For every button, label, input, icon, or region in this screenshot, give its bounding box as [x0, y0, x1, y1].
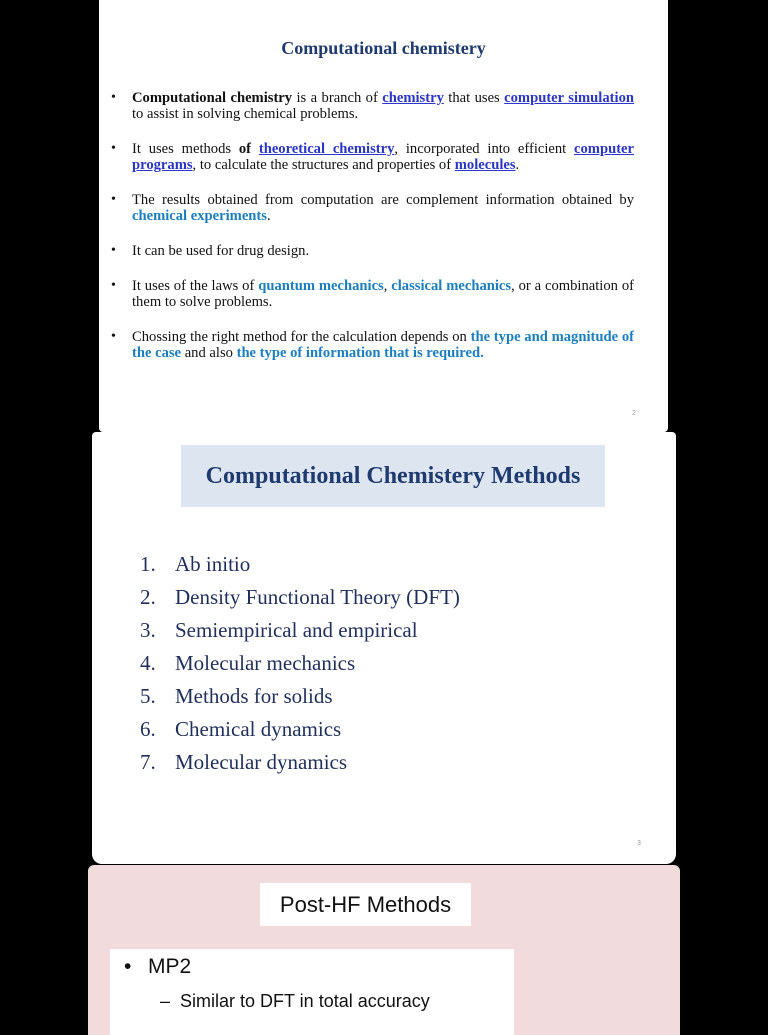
mp2-label: MP2	[148, 955, 192, 978]
bold-term: Computational chemistry	[132, 90, 293, 106]
bullet-text: It can be used for drug design.	[132, 243, 310, 259]
slide1-bullet	[109, 329, 634, 361]
slide3-title-box	[260, 883, 471, 926]
slide1-title: Computational chemistery	[281, 38, 486, 58]
bullet-text: The results obtained from computation are complement information obtained by	[132, 192, 634, 208]
method-label: Molecular mechanics	[175, 651, 356, 675]
highlighted-term: chemical experiments	[132, 208, 267, 224]
bullet-text: that uses	[443, 90, 505, 106]
highlighted-term: classical mechanics	[391, 278, 512, 294]
bullet-dot: •	[124, 955, 132, 978]
slide2-page-number: 3	[637, 840, 641, 847]
bullet-dot: •	[111, 90, 116, 105]
bullet-dot: •	[111, 243, 116, 258]
slide2-title-box	[181, 445, 605, 507]
slide2-title: Computational Chemistery Methods	[205, 462, 581, 489]
bullet-text: and also	[181, 345, 237, 361]
slide-computational-chemistry	[99, 0, 668, 432]
method-label: Ab initio	[175, 552, 251, 576]
highlighted-term: quantum mechanics	[258, 278, 384, 294]
methods-list	[140, 548, 460, 779]
bullet-text: , incorporated into efficient	[394, 141, 575, 157]
mp2-sub-bullet	[160, 991, 430, 1012]
wiki-link[interactable]: chemistry	[382, 90, 444, 106]
bullet-text: , to calculate the structures and properties of	[192, 157, 455, 173]
highlighted-term: the type of information that is required.	[236, 345, 484, 361]
method-label: Semiempirical and empirical	[175, 618, 418, 642]
method-number: 4.	[140, 651, 156, 675]
method-item	[140, 713, 460, 746]
method-item	[140, 548, 460, 581]
method-number: 6.	[140, 717, 156, 741]
bullet-text: It uses methods	[132, 141, 239, 157]
method-number: 2.	[140, 585, 156, 609]
bullet-text: Chossing the right method for the calculation depends on	[132, 329, 471, 345]
bullet-dot: •	[111, 141, 116, 156]
slide1-page-number: 2	[632, 410, 636, 417]
wiki-link[interactable]: molecules	[454, 157, 516, 173]
slide1-bullet	[109, 192, 634, 224]
wiki-link[interactable]: computer programs	[132, 141, 635, 173]
bullet-text: It uses of the laws of	[132, 278, 259, 294]
bullet-text: .	[515, 157, 520, 173]
mp2-bullet	[124, 955, 191, 979]
method-item	[140, 746, 460, 779]
highlighted-term: the type and magnitude of the case	[132, 329, 634, 361]
bullet-text: , or a combination of them to solve problems.	[132, 278, 634, 310]
method-number: 3.	[140, 618, 156, 642]
method-label: Molecular dynamics	[175, 750, 348, 774]
method-label: Density Functional Theory (DFT)	[175, 585, 460, 609]
method-item	[140, 680, 460, 713]
slide1-bullet	[109, 90, 634, 122]
method-label: Methods for solids	[175, 684, 333, 708]
bullet-text: ,	[383, 278, 392, 294]
method-item	[140, 647, 460, 680]
mp2-description: Similar to DFT in total accuracy	[180, 991, 430, 1011]
slide1-bullet	[109, 141, 634, 173]
slide-post-hf-methods	[88, 865, 680, 1035]
sub-bullet-dash: –	[160, 991, 171, 1011]
method-item	[140, 581, 460, 614]
bullet-text: .	[266, 208, 271, 224]
slide3-title: Post-HF Methods	[279, 891, 452, 917]
slide1-bullet-list	[109, 90, 634, 380]
bold-term: of	[238, 141, 252, 157]
slide3-content-box	[110, 949, 514, 1035]
bullet-dot: •	[111, 329, 116, 344]
bullet-dot: •	[111, 278, 116, 293]
method-label: Chemical dynamics	[175, 717, 342, 741]
bullet-text: is a branch of	[292, 90, 383, 106]
method-number: 7.	[140, 750, 156, 774]
method-number: 5.	[140, 684, 156, 708]
wiki-link[interactable]: theoretical chemistry	[258, 141, 395, 157]
slide1-bullet	[109, 243, 634, 259]
bullet-dot: •	[111, 192, 116, 207]
method-number: 1.	[140, 552, 156, 576]
wiki-link[interactable]: computer simulation	[504, 90, 634, 106]
method-item	[140, 614, 460, 647]
slide-computational-methods	[92, 432, 676, 864]
bullet-text: to assist in solving chemical problems.	[132, 106, 359, 122]
slide1-bullet	[109, 278, 634, 310]
bullet-text	[251, 141, 259, 157]
